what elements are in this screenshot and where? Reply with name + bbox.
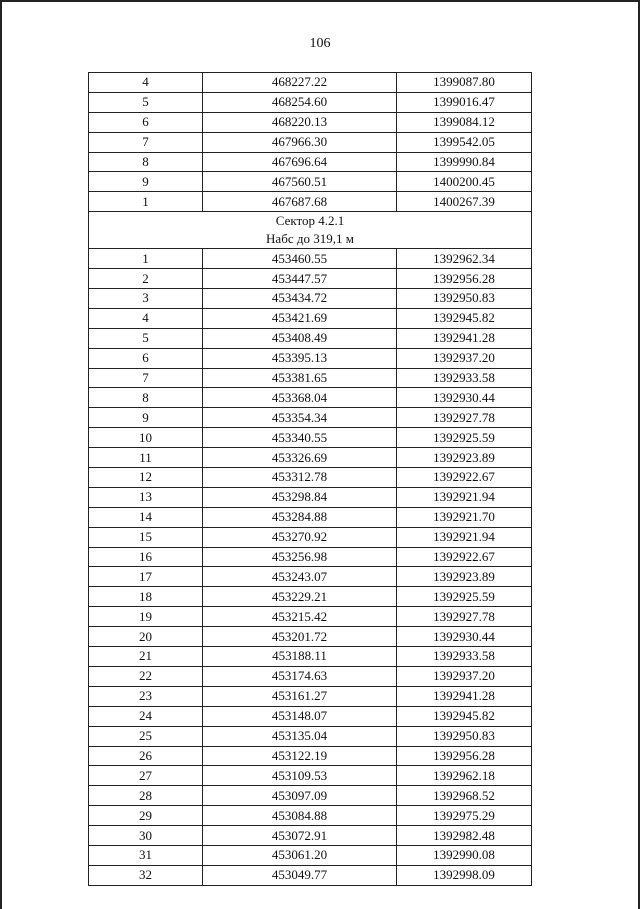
y-coordinate-cell: 1399084.12 xyxy=(397,112,532,132)
point-number-cell: 10 xyxy=(89,428,203,448)
table-row xyxy=(89,806,532,826)
x-coordinate-cell: 453161.27 xyxy=(203,686,397,706)
point-number-cell: 15 xyxy=(89,527,203,547)
table-row xyxy=(89,547,532,567)
table-row xyxy=(89,686,532,706)
y-coordinate-cell: 1392922.67 xyxy=(397,547,532,567)
x-coordinate-cell: 453434.72 xyxy=(203,289,397,309)
table-row xyxy=(89,368,532,388)
y-coordinate-cell: 1399016.47 xyxy=(397,92,532,112)
table-row xyxy=(89,746,532,766)
x-coordinate-cell: 467696.64 xyxy=(203,152,397,172)
point-number-cell: 26 xyxy=(89,746,203,766)
table-row xyxy=(89,726,532,746)
table-row xyxy=(89,73,532,93)
point-number-cell: 22 xyxy=(89,666,203,686)
y-coordinate-cell: 1392950.83 xyxy=(397,726,532,746)
x-coordinate-cell: 453122.19 xyxy=(203,746,397,766)
y-coordinate-cell: 1392921.70 xyxy=(397,507,532,527)
y-coordinate-cell: 1392990.08 xyxy=(397,845,532,865)
table-row xyxy=(89,786,532,806)
table-row xyxy=(89,132,532,152)
point-number-cell: 18 xyxy=(89,587,203,607)
point-number-cell: 8 xyxy=(89,152,203,172)
table-row xyxy=(89,348,532,368)
x-coordinate-cell: 453188.11 xyxy=(203,647,397,667)
x-coordinate-cell: 453340.55 xyxy=(203,428,397,448)
x-coordinate-cell: 467687.68 xyxy=(203,192,397,212)
y-coordinate-cell: 1400267.39 xyxy=(397,192,532,212)
point-number-cell: 17 xyxy=(89,567,203,587)
point-number-cell: 29 xyxy=(89,806,203,826)
point-number-cell: 1 xyxy=(89,192,203,212)
point-number-cell: 8 xyxy=(89,388,203,408)
y-coordinate-cell: 1399990.84 xyxy=(397,152,532,172)
y-coordinate-cell: 1392930.44 xyxy=(397,388,532,408)
x-coordinate-cell: 453408.49 xyxy=(203,328,397,348)
point-number-cell: 23 xyxy=(89,686,203,706)
table-row xyxy=(89,527,532,547)
table-row xyxy=(89,269,532,289)
y-coordinate-cell: 1392975.29 xyxy=(397,806,532,826)
point-number-cell: 31 xyxy=(89,845,203,865)
point-number-cell: 9 xyxy=(89,172,203,192)
x-coordinate-cell: 467966.30 xyxy=(203,132,397,152)
y-coordinate-cell: 1392933.58 xyxy=(397,647,532,667)
x-coordinate-cell: 453354.34 xyxy=(203,408,397,428)
point-number-cell: 14 xyxy=(89,507,203,527)
x-coordinate-cell: 453084.88 xyxy=(203,806,397,826)
table-row xyxy=(89,487,532,507)
point-number-cell: 4 xyxy=(89,308,203,328)
y-coordinate-cell: 1392927.78 xyxy=(397,408,532,428)
table-row xyxy=(89,448,532,468)
point-number-cell: 7 xyxy=(89,132,203,152)
x-coordinate-cell: 468254.60 xyxy=(203,92,397,112)
y-coordinate-cell: 1392927.78 xyxy=(397,607,532,627)
table-row xyxy=(89,587,532,607)
y-coordinate-cell: 1392921.94 xyxy=(397,487,532,507)
point-number-cell: 6 xyxy=(89,112,203,132)
x-coordinate-cell: 453381.65 xyxy=(203,368,397,388)
x-coordinate-cell: 453460.55 xyxy=(203,249,397,269)
y-coordinate-cell: 1399087.80 xyxy=(397,73,532,93)
x-coordinate-cell: 453256.98 xyxy=(203,547,397,567)
table-row xyxy=(89,666,532,686)
table-row xyxy=(89,388,532,408)
x-coordinate-cell: 453215.42 xyxy=(203,607,397,627)
y-coordinate-cell: 1392937.20 xyxy=(397,348,532,368)
point-number-cell: 11 xyxy=(89,448,203,468)
y-coordinate-cell: 1392925.59 xyxy=(397,428,532,448)
x-coordinate-cell: 453061.20 xyxy=(203,845,397,865)
table-row xyxy=(89,567,532,587)
x-coordinate-cell: 453148.07 xyxy=(203,706,397,726)
point-number-cell: 9 xyxy=(89,408,203,428)
x-coordinate-cell: 453097.09 xyxy=(203,786,397,806)
table-row xyxy=(89,308,532,328)
table-row xyxy=(89,766,532,786)
x-coordinate-cell: 453312.78 xyxy=(203,468,397,488)
table-row xyxy=(89,865,532,885)
x-coordinate-cell: 467560.51 xyxy=(203,172,397,192)
y-coordinate-cell: 1392962.18 xyxy=(397,766,532,786)
point-number-cell: 12 xyxy=(89,468,203,488)
y-coordinate-cell: 1392998.09 xyxy=(397,865,532,885)
sector-header-group xyxy=(89,212,532,249)
x-coordinate-cell: 453243.07 xyxy=(203,567,397,587)
y-coordinate-cell: 1392945.82 xyxy=(397,706,532,726)
table-row xyxy=(89,607,532,627)
x-coordinate-cell: 453368.04 xyxy=(203,388,397,408)
y-coordinate-cell: 1392962.34 xyxy=(397,249,532,269)
point-number-cell: 7 xyxy=(89,368,203,388)
x-coordinate-cell: 453072.91 xyxy=(203,826,397,846)
point-number-cell: 6 xyxy=(89,348,203,368)
x-coordinate-cell: 453270.92 xyxy=(203,527,397,547)
x-coordinate-cell: 453109.53 xyxy=(203,766,397,786)
x-coordinate-cell: 453135.04 xyxy=(203,726,397,746)
top-rows-group xyxy=(89,73,532,212)
table-row xyxy=(89,172,532,192)
x-coordinate-cell: 468227.22 xyxy=(203,73,397,93)
x-coordinate-cell: 453421.69 xyxy=(203,308,397,328)
page-number: 106 xyxy=(309,36,331,51)
y-coordinate-cell: 1392956.28 xyxy=(397,269,532,289)
table-row xyxy=(89,428,532,448)
x-coordinate-cell: 468220.13 xyxy=(203,112,397,132)
y-coordinate-cell: 1392941.28 xyxy=(397,686,532,706)
table-row xyxy=(89,408,532,428)
point-number-cell: 32 xyxy=(89,865,203,885)
y-coordinate-cell: 1392956.28 xyxy=(397,746,532,766)
point-number-cell: 25 xyxy=(89,726,203,746)
table-row xyxy=(89,507,532,527)
coordinates-table xyxy=(88,72,532,886)
y-coordinate-cell: 1392982.48 xyxy=(397,826,532,846)
y-coordinate-cell: 1392933.58 xyxy=(397,368,532,388)
y-coordinate-cell: 1392921.94 xyxy=(397,527,532,547)
point-number-cell: 19 xyxy=(89,607,203,627)
y-coordinate-cell: 1400200.45 xyxy=(397,172,532,192)
x-coordinate-cell: 453201.72 xyxy=(203,627,397,647)
table-row xyxy=(89,152,532,172)
y-coordinate-cell: 1392968.52 xyxy=(397,786,532,806)
sector-title: Сектор 4.2.1 xyxy=(275,213,345,229)
point-number-cell: 5 xyxy=(89,92,203,112)
point-number-cell: 2 xyxy=(89,269,203,289)
sector-header-cell xyxy=(89,212,532,249)
point-number-cell: 1 xyxy=(89,249,203,269)
x-coordinate-cell: 453447.57 xyxy=(203,269,397,289)
table-row xyxy=(89,627,532,647)
table-row xyxy=(89,328,532,348)
point-number-cell: 3 xyxy=(89,289,203,309)
y-coordinate-cell: 1399542.05 xyxy=(397,132,532,152)
point-number-cell: 27 xyxy=(89,766,203,786)
table-row xyxy=(89,845,532,865)
x-coordinate-cell: 453174.63 xyxy=(203,666,397,686)
point-number-cell: 13 xyxy=(89,487,203,507)
table-row xyxy=(89,249,532,269)
sector-subtitle: Набс до 319,1 м xyxy=(266,231,354,247)
x-coordinate-cell: 453326.69 xyxy=(203,448,397,468)
point-number-cell: 20 xyxy=(89,627,203,647)
table-row xyxy=(89,192,532,212)
table-row xyxy=(89,468,532,488)
table-row xyxy=(89,289,532,309)
sector-rows-group xyxy=(89,249,532,886)
y-coordinate-cell: 1392923.89 xyxy=(397,448,532,468)
y-coordinate-cell: 1392923.89 xyxy=(397,567,532,587)
y-coordinate-cell: 1392945.82 xyxy=(397,308,532,328)
x-coordinate-cell: 453298.84 xyxy=(203,487,397,507)
point-number-cell: 24 xyxy=(89,706,203,726)
x-coordinate-cell: 453229.21 xyxy=(203,587,397,607)
point-number-cell: 4 xyxy=(89,73,203,93)
point-number-cell: 5 xyxy=(89,328,203,348)
y-coordinate-cell: 1392925.59 xyxy=(397,587,532,607)
point-number-cell: 16 xyxy=(89,547,203,567)
y-coordinate-cell: 1392922.67 xyxy=(397,468,532,488)
table-row xyxy=(89,826,532,846)
x-coordinate-cell: 453049.77 xyxy=(203,865,397,885)
point-number-cell: 30 xyxy=(89,826,203,846)
y-coordinate-cell: 1392950.83 xyxy=(397,289,532,309)
table-row xyxy=(89,706,532,726)
x-coordinate-cell: 453395.13 xyxy=(203,348,397,368)
point-number-cell: 28 xyxy=(89,786,203,806)
table-row xyxy=(89,112,532,132)
y-coordinate-cell: 1392941.28 xyxy=(397,328,532,348)
x-coordinate-cell: 453284.88 xyxy=(203,507,397,527)
sector-header-row xyxy=(89,212,532,249)
table-row xyxy=(89,92,532,112)
y-coordinate-cell: 1392930.44 xyxy=(397,627,532,647)
y-coordinate-cell: 1392937.20 xyxy=(397,666,532,686)
point-number-cell: 21 xyxy=(89,647,203,667)
table-row xyxy=(89,647,532,667)
